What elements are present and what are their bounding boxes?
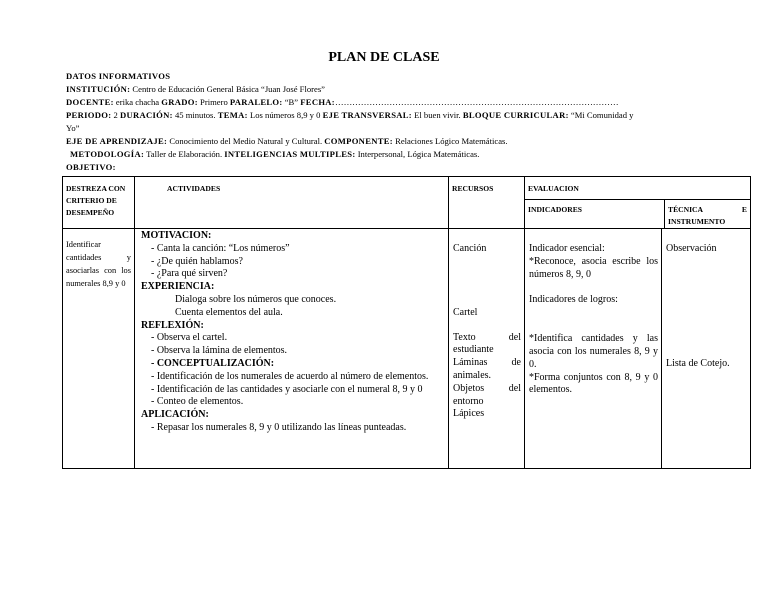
institucion-line: INSTITUCIÓN: Centro de Educación General Básica “Juan José Flores”: [66, 84, 325, 94]
list-item: - Observa el cartel.: [151, 332, 228, 344]
evaluacion-label: EVALUACION: [525, 177, 750, 200]
conceptualizacion-heading: - CONCEPTUALIZACIÓN:: [151, 357, 275, 369]
motivacion-heading: MOTIVACION:: [141, 230, 212, 241]
periodo-line: PERIODO: 2 DURACIÓN: 45 minutos. TEMA: Los números 8,9 y 0 EJE TRANSVERSAL: El buen vivir. BLOQUE CURRICULAR: “Mi Comunidad y: [66, 110, 634, 120]
table-body-row: [63, 229, 751, 469]
list-item: - Repasar los numerales 8, 9 y 0 utilizando las líneas punteadas.: [151, 421, 407, 433]
indicadores-cell: [525, 229, 662, 469]
actividades-cell: [135, 229, 449, 469]
indicador-item: *Forma conjuntos con 8, 9 y 0 elementos.: [529, 371, 658, 396]
header-tecnica: TÉCNICA E INSTRUMENTO: [668, 205, 747, 226]
tecnica-cell: [662, 229, 751, 469]
metodologia-line: METODOLOGÍA: Taller de Elaboración. INTELIGENCIAS MULTIPLES: Interpersonal, Lógica Matemáticas.: [70, 149, 480, 159]
recurso-item: Láminas de animales.: [453, 357, 521, 381]
indicador-item: *Identifica cantidades y las asocia con los numerales 8, 9 y 0.: [529, 333, 658, 370]
list-item: - Canta la canción: “Los números”: [151, 242, 290, 254]
header-actividades: ACTIVIDADES: [135, 177, 449, 229]
datos-label: DATOS INFORMATIVOS: [66, 71, 171, 81]
recurso-item: Cartel: [453, 306, 478, 318]
list-item: - Identificación de las cantidades y asociarle con el numeral 8, 9 y 0: [151, 383, 423, 395]
header-evaluacion: [525, 177, 751, 229]
list-item: Cuenta elementos del aula.: [175, 306, 283, 318]
experiencia-heading: EXPERIENCIA:: [141, 281, 215, 293]
indicador-item: Indicador esencial:: [529, 243, 605, 254]
recurso-item: Texto del estudiante: [453, 331, 521, 356]
datos-heading: [66, 70, 706, 83]
tecnica-item: Observación: [666, 243, 717, 254]
list-item: - Conteo de elementos.: [151, 396, 244, 408]
list-item: - ¿Para qué sirven?: [151, 268, 228, 280]
recursos-cell: [449, 229, 525, 469]
recurso-item: Lápices: [453, 408, 485, 420]
table-header-row: [63, 177, 751, 229]
docente-line: DOCENTE: erika chacha GRADO: Primero PARALELO: “B” FECHA:………………………………………………………………………………………: [66, 97, 619, 107]
indicador-item: *Reconoce, asocia escribe los números 8, 9, 0: [529, 255, 658, 280]
list-item: - Observa la lámina de elementos.: [151, 345, 288, 357]
objetivo-line: OBJETIVO:: [66, 162, 116, 172]
reflexion-heading: REFLEXIÓN:: [141, 319, 204, 331]
tecnica-item: Lista de Cotejo.: [666, 357, 730, 369]
plan-table: [62, 176, 751, 469]
bloque-continuation: Yo”: [66, 123, 80, 133]
recurso-item: Canción: [453, 243, 487, 254]
evaluacion-subheaders: [525, 200, 750, 228]
header-recursos: RECURSOS: [449, 177, 525, 229]
header-destreza: DESTREZA CON CRITERIO DE DESEMPEÑO: [63, 177, 135, 229]
page-title: PLAN DE CLASE: [328, 50, 440, 65]
header-indicadores: INDICADORES: [525, 200, 665, 228]
list-item: - Identificación de los numerales de acuerdo al número de elementos.: [151, 370, 429, 382]
eje-aprendizaje-line: EJE DE APRENDIZAJE: Conocimiento del Medio Natural y Cultural. COMPONENTE: Relaciones Lógico Matemáticas.: [66, 136, 508, 146]
destreza-cell: Identificar cantidades y asociarlas con los numerales 8,9 y 0: [63, 229, 135, 469]
indicador-item: Indicadores de logros:: [529, 294, 618, 306]
list-item: - ¿De quién hablamos?: [151, 255, 243, 267]
list-item: Dialoga sobre los números que conoces.: [175, 293, 337, 305]
recurso-item: Objetos del entorno: [453, 382, 521, 407]
aplicacion-heading: APLICACIÓN:: [141, 409, 209, 421]
